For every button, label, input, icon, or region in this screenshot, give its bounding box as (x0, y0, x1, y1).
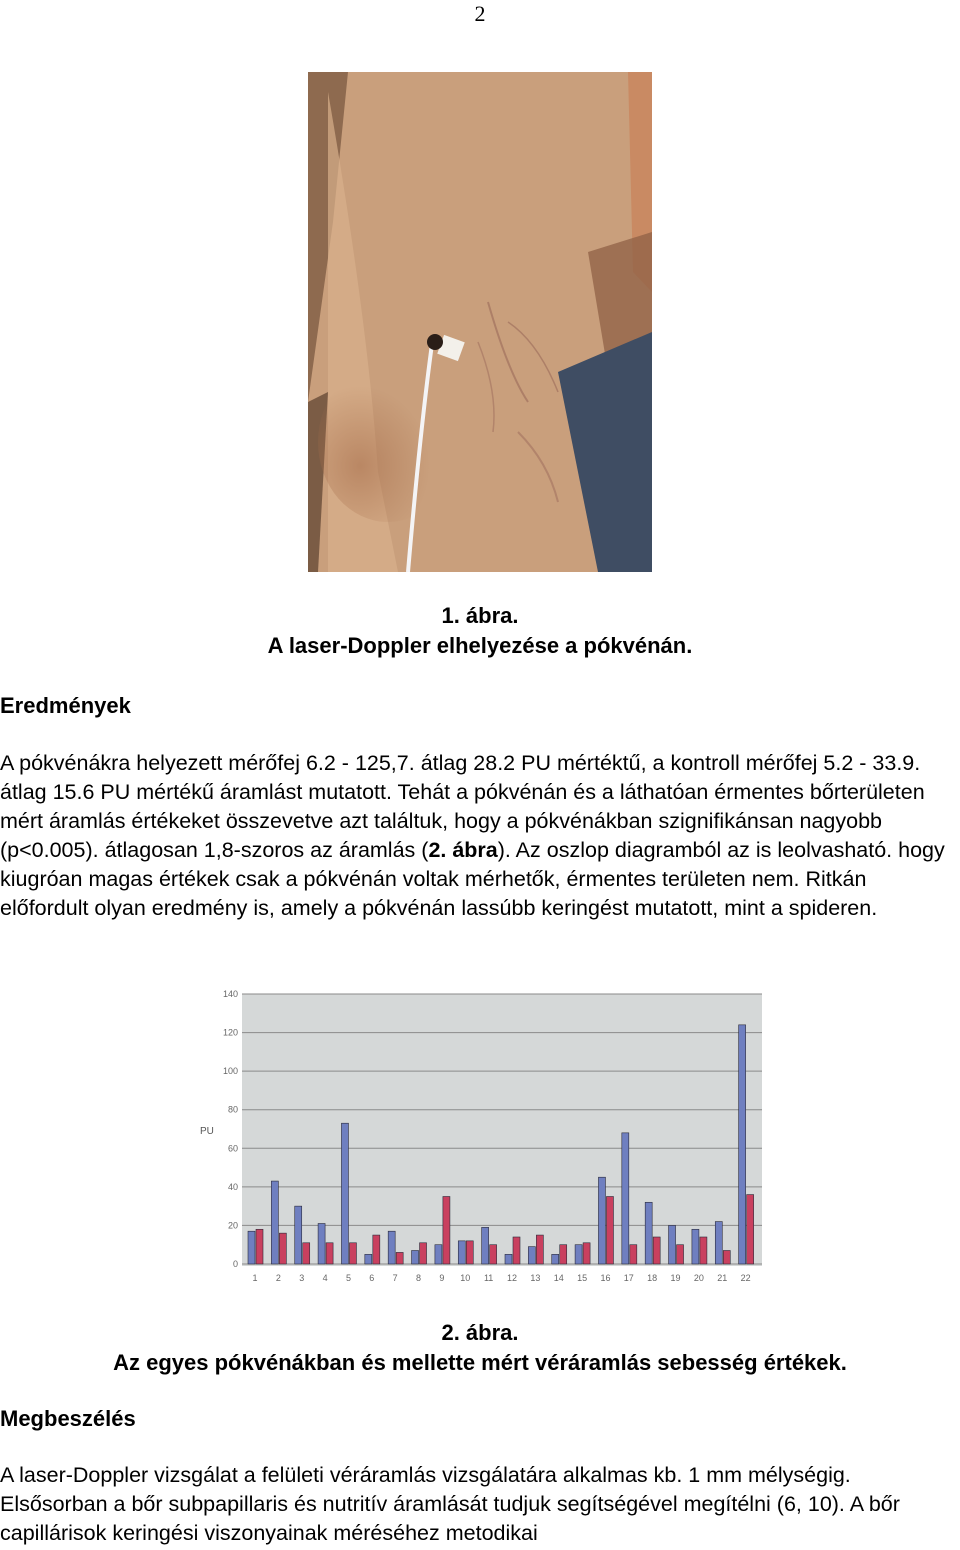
chart-bar-kontroll-18 (653, 1237, 660, 1264)
chart-bar-spider-13 (528, 1247, 535, 1264)
chart-bar-spider-20 (692, 1229, 699, 1264)
figure-2-reference: 2. ábra (428, 838, 498, 862)
chart-bar-kontroll-5 (349, 1243, 356, 1264)
chart-bar-kontroll-3 (303, 1243, 310, 1264)
chart-x-tick-label: 21 (717, 1273, 728, 1283)
chart-bar-kontroll-4 (326, 1243, 333, 1264)
figure-1-label: 1. ábra. (441, 603, 519, 628)
chart-bar-kontroll-6 (373, 1235, 380, 1264)
chart-x-tick-label: 6 (369, 1273, 375, 1283)
chart-bar-spider-1 (248, 1231, 255, 1264)
chart-x-tick-label: 18 (647, 1273, 658, 1283)
chart-bar-kontroll-21 (723, 1251, 730, 1265)
chart-bar-kontroll-10 (466, 1241, 473, 1264)
chart-bar-spider-2 (271, 1181, 278, 1264)
results-heading: Eredmények (0, 693, 131, 718)
discussion-paragraph: A laser-Doppler vizsgálat a felületi véráramlás vizsgálatára alkalmas kb. 1 mm mélységig. Elsősorban a bőr subpapillaris és nutritív áramlását tudjuk segítségével megítélni (6, 10). A bőr capillárisok keringési viszonyainak méréséhez metodikai (0, 1463, 900, 1545)
chart-bar-kontroll-12 (513, 1237, 520, 1264)
results-paragraph (0, 749, 960, 923)
chart-bar-spider-6 (365, 1254, 372, 1264)
chart-bar-spider-14 (552, 1254, 559, 1264)
chart-x-tick-label: 10 (460, 1273, 471, 1283)
chart-x-tick-label: 22 (740, 1273, 751, 1283)
chart-x-tick-label: 1 (252, 1273, 258, 1283)
chart-bar-kontroll-22 (747, 1195, 754, 1264)
chart-x-tick-label: 2 (275, 1273, 281, 1283)
chart-x-tick-label: 19 (670, 1273, 681, 1283)
chart-bar-spider-4 (318, 1224, 325, 1265)
page-number: 2 (474, 1, 486, 26)
figure-1-caption: A laser-Doppler elhelyezése a pókvénán. (267, 633, 693, 658)
chart-bar-kontroll-15 (583, 1243, 590, 1264)
chart-bar-spider-9 (435, 1245, 442, 1264)
chart-bar-spider-11 (482, 1227, 489, 1264)
blood-flow-bar-chart (196, 982, 764, 1288)
chart-y-tick-label: 120 (222, 1027, 238, 1038)
chart-x-tick-label: 5 (345, 1273, 351, 1283)
chart-bar-spider-16 (598, 1177, 605, 1264)
chart-bar-spider-22 (739, 1025, 746, 1264)
figure-2-label: 2. ábra. (441, 1320, 519, 1345)
chart-y-tick-label: 80 (227, 1104, 238, 1115)
chart-bar-kontroll-1 (256, 1229, 263, 1264)
chart-bar-spider-8 (412, 1251, 419, 1265)
chart-x-tick-label: 4 (322, 1273, 328, 1283)
chart-bar-spider-15 (575, 1245, 582, 1264)
results-text-part-2: ). Az oszlop diagramból az is leolvasható. hogy kiugróan magas értékek csak a pókvénán voltak mérhetők, érmentes területen nem. Ritkán előfordult olyan eredmény is, amely a pókvénán lassúbb keringést mutatott, mint a spideren. (0, 838, 945, 920)
chart-x-tick-label: 12 (506, 1273, 518, 1283)
leg-photo-with-laser-doppler-probe (308, 72, 652, 572)
chart-bar-kontroll-2 (279, 1233, 286, 1264)
chart-x-tick-label: 20 (693, 1273, 704, 1283)
chart-y-tick-label: 60 (227, 1143, 238, 1154)
results-text-part-1: A pókvénákra helyezett mérőfej 6.2 - 125,7. átlag 28.2 PU mértéktű, a kontroll mérőfej 5.2 - 33.9. átlag 15.6 PU mértékű áramlást mutatott. Tehát a pókvénán és a láthatóan érmentes bőrterületen mért áramlás értékeket összevetve azt találtuk, hogy a pókvénákban szignifikánsan nagyobb (p<0.005). átlagosan 1,8-szoros az áramlás ( (0, 751, 925, 862)
chart-x-tick-label: 8 (416, 1273, 422, 1283)
chart-x-tick-label: 9 (439, 1273, 445, 1283)
chart-bar-kontroll-17 (630, 1245, 637, 1264)
chart-bar-spider-10 (458, 1241, 465, 1264)
chart-y-axis-label: PU (200, 1126, 214, 1137)
chart-x-tick-label: 7 (392, 1273, 398, 1283)
chart-bar-kontroll-7 (396, 1252, 403, 1264)
chart-y-tick-label: 0 (232, 1259, 238, 1269)
chart-x-tick-label: 15 (577, 1273, 588, 1283)
chart-y-tick-label: 140 (222, 989, 238, 999)
chart-bar-spider-17 (622, 1133, 629, 1264)
chart-y-tick-label: 100 (222, 1066, 238, 1077)
chart-bar-kontroll-16 (606, 1197, 613, 1265)
chart-bar-kontroll-8 (420, 1243, 427, 1264)
chart-y-tick-label: 20 (227, 1220, 238, 1231)
chart-bar-kontroll-9 (443, 1197, 450, 1265)
chart-y-tick-label: 40 (227, 1181, 238, 1192)
chart-bar-spider-7 (388, 1231, 395, 1264)
discussion-heading: Megbeszélés (0, 1406, 136, 1431)
chart-bar-kontroll-19 (677, 1245, 684, 1264)
chart-bar-kontroll-14 (560, 1245, 567, 1264)
chart-bar-spider-5 (341, 1123, 348, 1264)
chart-bar-spider-19 (669, 1225, 676, 1264)
chart-bar-kontroll-20 (700, 1237, 707, 1264)
chart-bar-kontroll-13 (536, 1235, 543, 1264)
chart-bar-spider-18 (645, 1202, 652, 1264)
chart-x-tick-label: 11 (483, 1273, 494, 1283)
chart-bar-spider-21 (715, 1222, 722, 1264)
chart-bar-spider-12 (505, 1254, 512, 1264)
chart-bar-kontroll-11 (490, 1245, 497, 1264)
chart-x-tick-label: 14 (553, 1273, 564, 1283)
chart-x-tick-label: 3 (299, 1273, 305, 1283)
chart-x-tick-label: 13 (530, 1273, 541, 1283)
chart-x-tick-label: 16 (600, 1273, 611, 1283)
chart-x-tick-label: 17 (623, 1273, 634, 1283)
chart-bar-spider-3 (295, 1206, 302, 1264)
figure-2-caption: Az egyes pókvénákban és mellette mért véráramlás sebesség értékek. (113, 1350, 847, 1375)
